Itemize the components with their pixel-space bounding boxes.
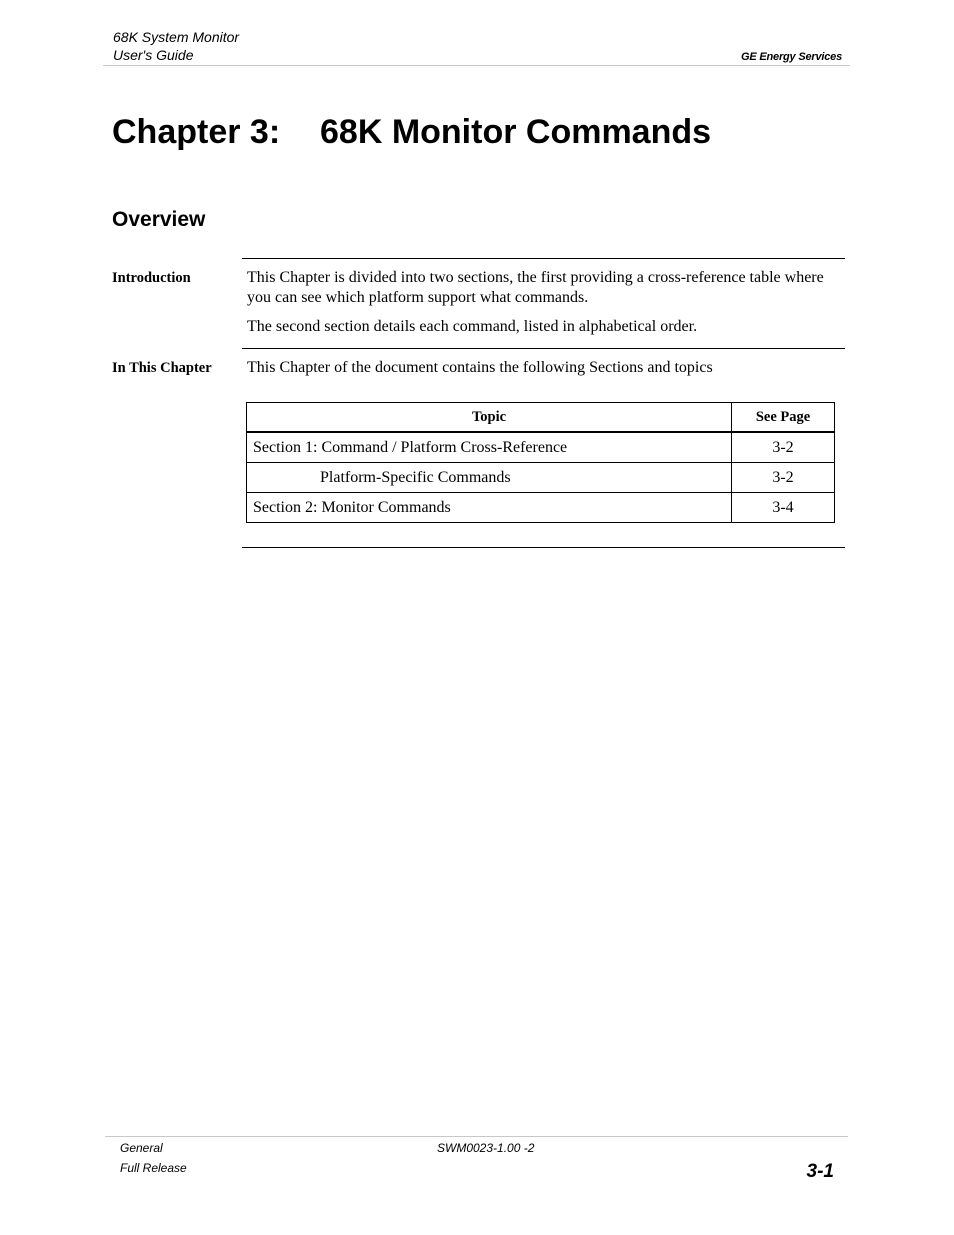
document-title-line2: User's Guide — [113, 47, 194, 63]
intro-top-rule — [242, 258, 845, 259]
see-page-column-header: See Page — [732, 403, 835, 433]
introduction-paragraph-2: The second section details each command, listed in alphabetical order. — [247, 318, 698, 335]
footer-doc-number: SWM0023-1.00 -2 — [437, 1141, 535, 1155]
chapter-contents-top-rule — [242, 348, 845, 349]
footer-distribution: General — [120, 1141, 163, 1155]
topic-column-header: Topic — [247, 403, 732, 433]
topic-cell: Section 1: Command / Platform Cross-Reference — [247, 432, 732, 463]
document-title — [113, 28, 239, 64]
table-row — [247, 432, 835, 463]
document-title-line1: 68K System Monitor — [113, 29, 240, 45]
page-cell: 3-4 — [732, 493, 835, 523]
footer-release: Full Release — [120, 1161, 187, 1175]
chapter-heading — [112, 111, 711, 153]
footer-divider — [105, 1136, 848, 1137]
chapter-contents-bottom-rule — [242, 547, 845, 548]
section-heading: Overview — [112, 208, 206, 231]
chapter-number: Chapter 3: — [112, 113, 281, 151]
topic-cell: Section 2: Monitor Commands — [247, 493, 732, 523]
header-divider — [103, 65, 850, 66]
table-row — [247, 493, 835, 523]
in-this-chapter-text: This Chapter of the document contains the following Sections and topics — [247, 359, 713, 376]
chapter-title: 68K Monitor Commands — [320, 113, 712, 151]
page-number: 3-1 — [806, 1161, 834, 1182]
in-this-chapter-label: In This Chapter — [112, 360, 212, 376]
introduction-paragraph-1: This Chapter is divided into two sections, the first providing a cross-reference table where you can see which platform support what commands. — [247, 269, 824, 306]
page-cell: 3-2 — [732, 432, 835, 463]
table-header-row — [247, 403, 835, 433]
table-row — [247, 463, 835, 493]
page-cell: 3-2 — [732, 463, 835, 493]
topic-cell: Platform-Specific Commands — [247, 463, 732, 493]
topics-table — [246, 402, 835, 523]
introduction-label: Introduction — [112, 270, 191, 286]
company-name: GE Energy Services — [741, 51, 842, 63]
